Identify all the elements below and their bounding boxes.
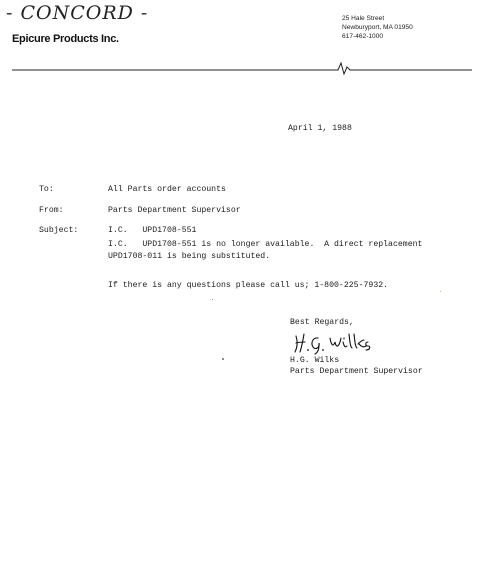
address-city: Newburyport, MA 01950 xyxy=(342,24,413,31)
from-label: From: xyxy=(39,206,64,215)
scan-speck xyxy=(222,358,224,360)
company-name: Epicure Products Inc. xyxy=(12,33,119,45)
scan-speck xyxy=(212,299,213,300)
closing: Best Regards, xyxy=(290,318,354,327)
handwritten-note: - CONCORD - xyxy=(6,2,149,24)
from-value: Parts Department Supervisor xyxy=(108,206,241,215)
address-phone: 617-462-1000 xyxy=(342,33,384,40)
signature-image xyxy=(292,328,382,356)
body-line-1: I.C. UPD1708-551 is no longer available. A direct replacement xyxy=(108,240,423,249)
body-line-3: If there is any questions please call us; 1-800-225-7932. xyxy=(108,281,389,290)
subject-label: Subject: xyxy=(39,226,79,235)
company-address xyxy=(342,14,413,41)
letter-date: April 1, 1988 xyxy=(288,124,352,133)
letterhead-rule xyxy=(0,58,484,78)
signature-name: H.G. Wilks xyxy=(290,356,340,365)
to-label: To: xyxy=(39,185,54,194)
signature-title: Parts Department Supervisor xyxy=(290,367,423,376)
body-line-2: UPD1708-011 is being substituted. xyxy=(108,252,271,261)
subject-value: I.C. UPD1708-551 xyxy=(108,226,197,235)
to-value: All Parts order accounts xyxy=(108,185,226,194)
scan-speck xyxy=(440,291,441,292)
address-street: 25 Hale Street xyxy=(342,15,385,22)
